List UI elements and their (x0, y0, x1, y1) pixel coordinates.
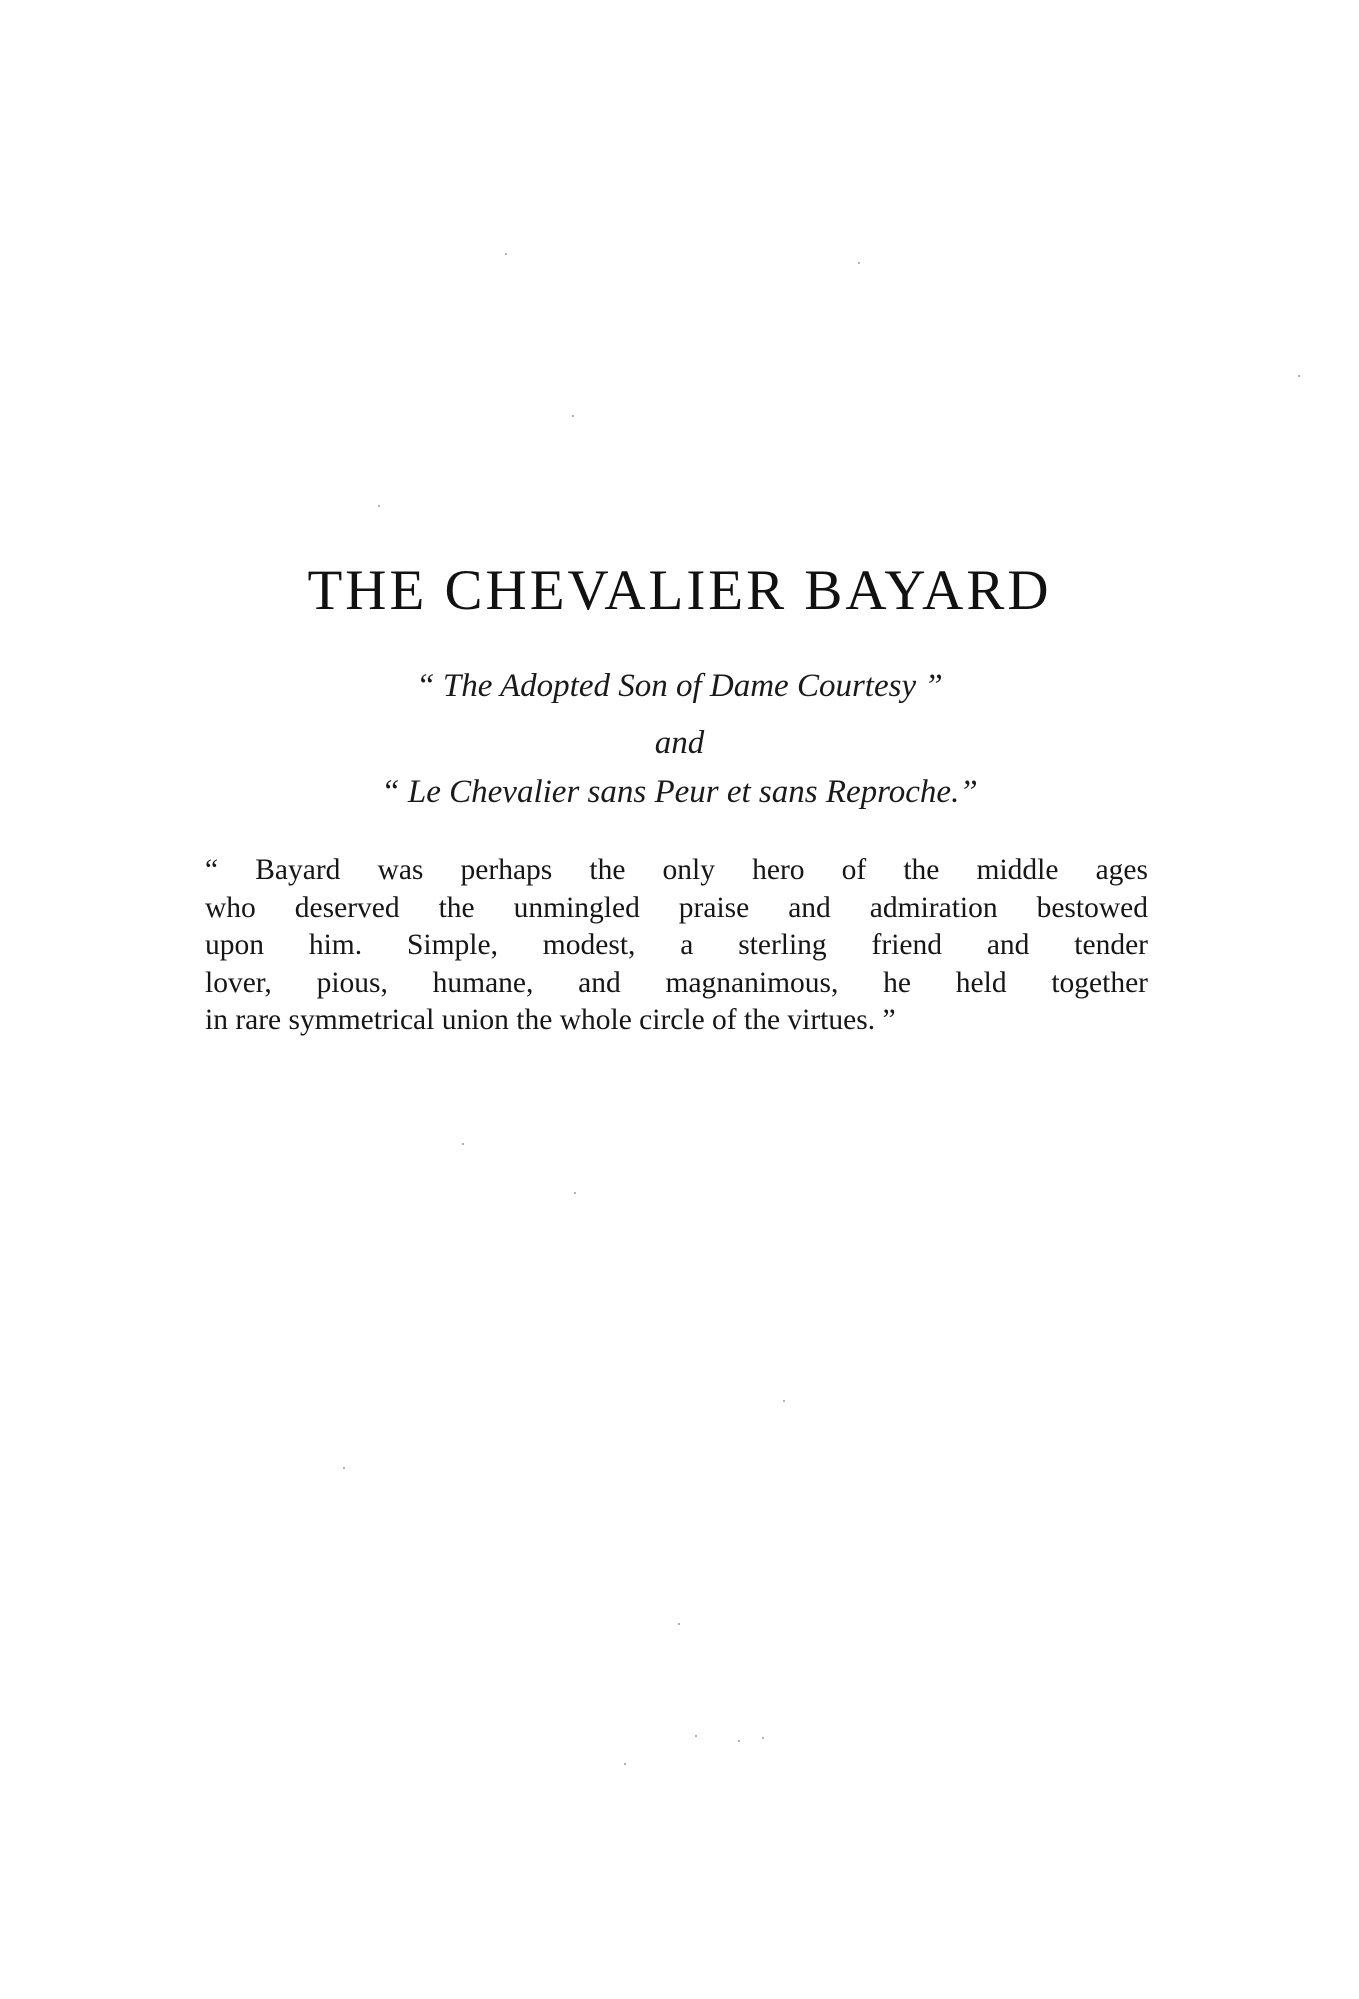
subtitle-and: and (654, 725, 705, 761)
quote-line: upon him. Simple, modest, a sterling friend and tender (205, 929, 1148, 961)
quote-line: in rare symmetrical union the whole circle of the virtues. ” (205, 1004, 896, 1036)
subtitle-sans-peur: “ Le Chevalier sans Peur et sans Reproche.” (381, 774, 978, 810)
scan-speck (783, 1400, 785, 1402)
scan-speck (1298, 375, 1300, 377)
quote-line: lover, pious, humane, and magnanimous, he held together (205, 966, 1148, 999)
scan-speck (572, 415, 574, 417)
scan-speck (762, 1737, 764, 1739)
page-title: THE CHEVALIER BAYARD (307, 559, 1052, 622)
scan-speck (858, 262, 860, 264)
scan-speck (574, 1192, 576, 1194)
subtitle-adopted-son: “ The Adopted Son of Dame Courtesy ” (416, 668, 943, 704)
scan-speck (462, 1143, 464, 1145)
scan-speck (378, 505, 380, 507)
quote-line: “ Bayard was perhaps the only hero of the middle ages (205, 854, 1148, 886)
epigraph-quote (205, 852, 1148, 1040)
quote-line: who deserved the unmingled praise and admiration bestowed (205, 891, 1148, 924)
scan-speck (695, 1735, 697, 1737)
scan-speck (678, 1623, 680, 1625)
scan-speck (738, 1740, 740, 1742)
scan-speck (343, 1467, 345, 1469)
scan-speck (505, 253, 507, 255)
scan-speck (624, 1763, 626, 1765)
